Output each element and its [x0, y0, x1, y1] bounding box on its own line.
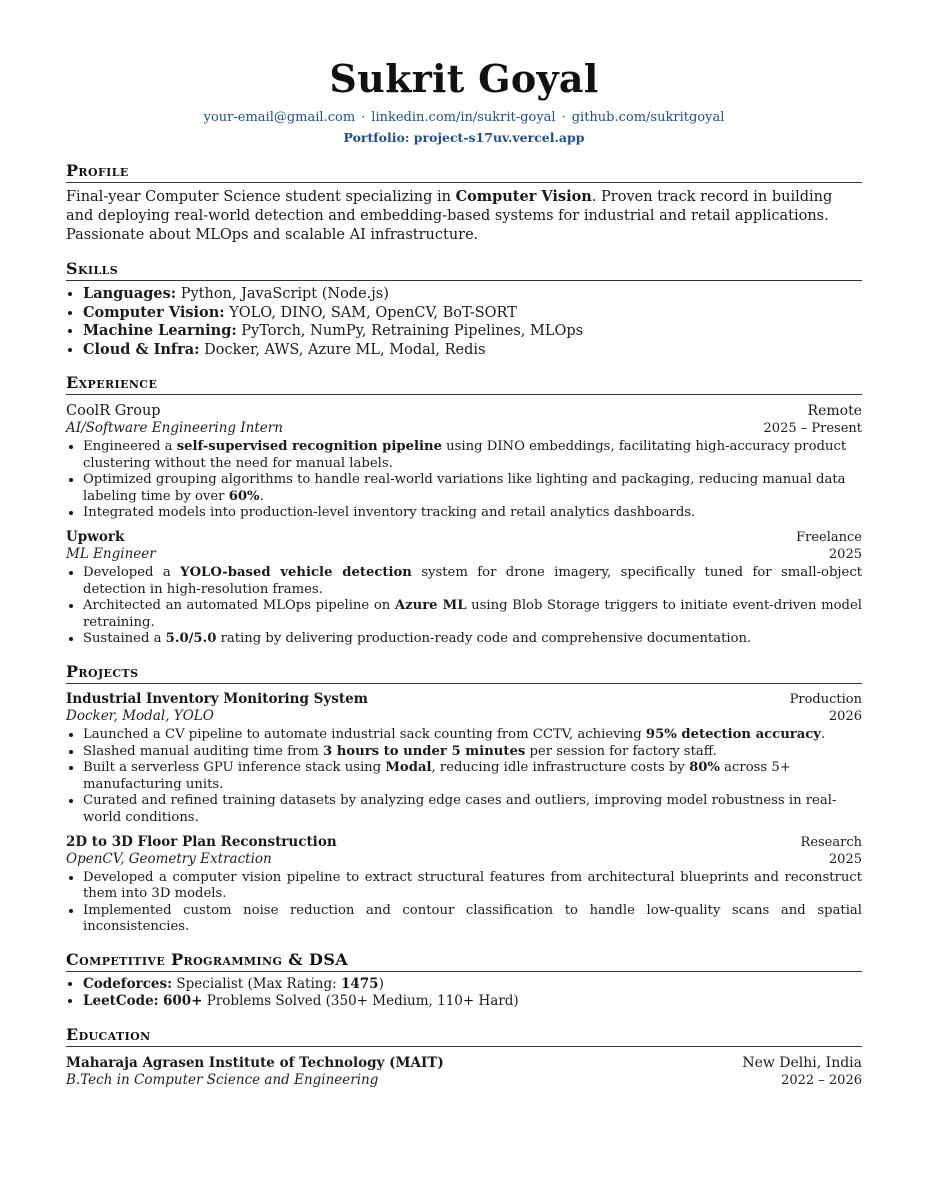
competitive-list: [66, 976, 862, 1011]
dates: 2025 – Present: [763, 421, 862, 436]
education-entry: [66, 1054, 862, 1089]
project-name: 2D to 3D Floor Plan Reconstruction: [66, 833, 337, 850]
tech-stack: OpenCV, Geometry Extraction: [66, 850, 272, 867]
skills-section: [66, 259, 862, 359]
section-title: Education: [66, 1025, 862, 1047]
separator: ·: [361, 110, 366, 125]
list-item: • Optimized grouping algorithms to handle real-world variations like lighting and packaging, reducing manual data labeling time by over 60%.: [83, 472, 862, 505]
experience-entry: [66, 402, 862, 522]
list-item: • Cloud & Infra: Docker, AWS, Azure ML, Modal, Redis: [83, 341, 862, 360]
list-item: • LeetCode: 600+ Problems Solved (350+ Medium, 110+ Hard): [83, 993, 862, 1011]
project-tag: Production: [789, 691, 862, 707]
project-tag: Research: [800, 834, 862, 850]
bullet-list: [66, 727, 862, 827]
role: AI/Software Engineering Intern: [66, 420, 283, 436]
dates: 2025: [828, 546, 862, 562]
bullet-list: [66, 439, 862, 522]
education-section: [66, 1025, 862, 1089]
institution: Maharaja Agrasen Institute of Technology (MAIT): [66, 1054, 444, 1071]
portfolio-link[interactable]: Portfolio: project-s17uv.vercel.app: [343, 130, 585, 145]
section-title: Competitive Programming & DSA: [66, 950, 862, 972]
organization: Upwork: [66, 528, 125, 545]
list-item: • Languages: Python, JavaScript (Node.js): [83, 285, 862, 304]
project-entry: [66, 691, 862, 827]
list-item: • Curated and refined training datasets by analyzing edge cases and outliers, improving model robustness in real-world conditions.: [83, 793, 862, 826]
profile-text: Final-year Computer Science student specializing in Computer Vision. Proven track record in building and deploying real-world detection and embedding-based systems for industrial and retail applications. Passionate about MLOps and scalable AI infrastructure.: [66, 188, 833, 243]
dates: 2026: [828, 708, 862, 724]
candidate-name: Sukrit Goyal: [329, 56, 599, 101]
list-item: • Built a serverless GPU inference stack using Modal, reducing idle infrastructure costs by 80% across 5+ manufacturing units.: [83, 760, 862, 793]
role: ML Engineer: [66, 545, 156, 562]
location: Remote: [807, 403, 862, 419]
list-item: • Integrated models into production-level inventory tracking and retail analytics dashboards.: [83, 505, 862, 522]
project-entry: [66, 834, 862, 936]
project-name: Industrial Inventory Monitoring System: [66, 690, 368, 707]
organization: CoolR Group: [66, 403, 161, 419]
bullet-list: [66, 870, 862, 936]
list-item: • Developed a computer vision pipeline to extract structural features from architectural blueprints and reconstruct them into 3D models.: [83, 870, 862, 903]
tech-stack: Docker, Modal, YOLO: [66, 707, 214, 724]
email-link[interactable]: your-email@gmail.com: [203, 110, 356, 125]
profile-section: [66, 161, 862, 245]
list-item: • Computer Vision: YOLO, DINO, SAM, OpenCV, BoT-SORT: [83, 304, 862, 323]
list-item: • Machine Learning: PyTorch, NumPy, Retraining Pipelines, MLOps: [83, 322, 862, 341]
separator: ·: [561, 110, 566, 125]
dates: 2022 – 2026: [781, 1072, 862, 1088]
github-link[interactable]: github.com/sukritgoyal: [571, 110, 725, 125]
list-item: • Launched a CV pipeline to automate industrial sack counting from CCTV, achieving 95% detection accuracy.: [83, 727, 862, 744]
section-title: Experience: [66, 373, 862, 395]
section-title: Profile: [66, 161, 862, 183]
experience-entry: [66, 529, 862, 648]
contact-line: [66, 108, 862, 128]
list-item: • Engineered a self-supervised recognition pipeline using DINO embeddings, facilitating high-accuracy product clustering without the need for manual labels.: [83, 439, 862, 472]
bullet-list: [66, 565, 862, 648]
section-title: Projects: [66, 662, 862, 684]
list-item: • Sustained a 5.0/5.0 rating by delivering production-ready code and comprehensive documentation.: [83, 631, 862, 648]
skills-list: [66, 285, 862, 359]
degree: B.Tech in Computer Science and Engineering: [66, 1071, 379, 1088]
list-item: • Architected an automated MLOps pipeline on Azure ML using Blob Storage triggers to initiate event-driven model retraining.: [83, 598, 862, 631]
location: Freelance: [796, 529, 862, 545]
list-item: • Implemented custom noise reduction and contour classification to handle low-quality scans and spatial inconsistencies.: [83, 903, 862, 936]
section-title: Skills: [66, 259, 862, 281]
linkedin-link[interactable]: linkedin.com/in/sukrit-goyal: [371, 110, 556, 125]
resume-page: [66, 56, 862, 1089]
projects-section: [66, 662, 862, 936]
competitive-section: [66, 950, 862, 1011]
experience-section: [66, 373, 862, 648]
list-item: • Slashed manual auditing time from 3 hours to under 5 minutes per session for factory staff.: [83, 744, 862, 761]
list-item: • Developed a YOLO-based vehicle detection system for drone imagery, specifically tuned for small-object detection in high-resolution frames.: [83, 565, 862, 598]
list-item: • Codeforces: Specialist (Max Rating: 1475): [83, 976, 862, 994]
dates: 2025: [828, 851, 862, 867]
location: New Delhi, India: [742, 1054, 862, 1071]
